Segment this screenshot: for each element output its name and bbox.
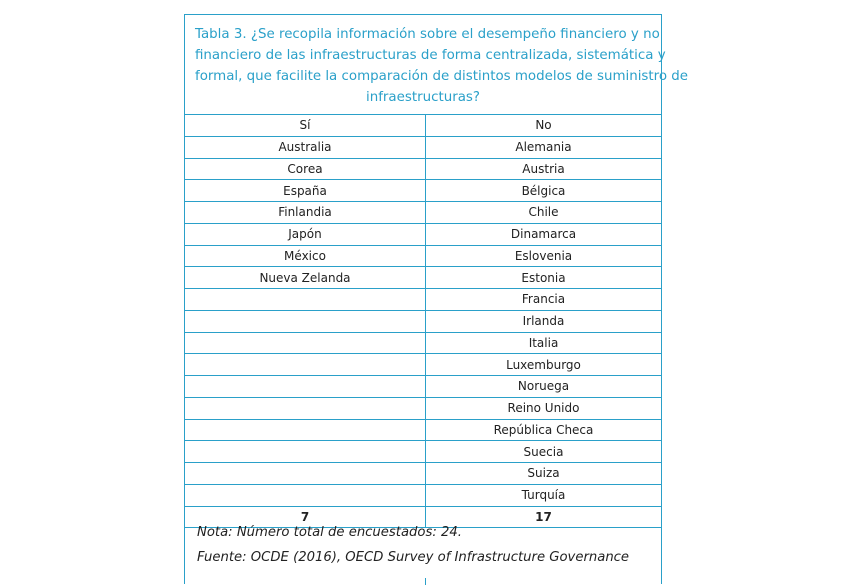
cell-no: Francia [426,289,662,311]
caption-line-3: formal, que facilite la comparación de distintos modelos de suministro de [195,69,689,84]
cell-si: Corea [185,158,426,180]
table-row [185,180,661,202]
table-frame [184,14,689,584]
table-row [185,289,661,311]
cell-si [185,354,426,376]
table-row [185,463,661,485]
total-no: 17 [426,506,662,528]
cell-no: República Checa [426,419,662,441]
cell-si [185,463,426,485]
cell-no: Chile [426,202,662,224]
cell-si [185,419,426,441]
cell-si [185,376,426,398]
caption-line-2: financiero de las infraestructuras de forma centralizada, sistemática y [195,48,666,63]
cell-no: Reino Unido [426,397,662,419]
cell-si: Australia [185,136,426,158]
cell-no: Estonia [426,267,662,289]
cell-no: Austria [426,158,662,180]
table-row [185,245,661,267]
cell-no: Noruega [426,376,662,398]
cell-si [185,332,426,354]
caption-line-4: infraestructuras? [366,90,480,105]
table-row [185,441,661,463]
cell-no: Italia [426,332,662,354]
cell-no: Alemania [426,136,662,158]
table-row [185,397,661,419]
caption-line-1: Tabla 3. ¿Se recopila información sobre el desempeño financiero y no [195,27,660,42]
table-notes [197,520,629,570]
table-row [185,223,661,245]
cell-si [185,397,426,419]
note-text: Nota: Número total de encuestados: 24. [197,525,462,540]
cell-si: Finlandia [185,202,426,224]
cell-no: Irlanda [426,310,662,332]
header-si: Sí [185,115,426,137]
cell-no: Suecia [426,441,662,463]
cell-no: Suiza [426,463,662,485]
results-table [185,114,661,528]
source-text: Fuente: OCDE (2016), OECD Survey of Infrastructure Governance [197,550,630,565]
cell-si: Nueva Zelanda [185,267,426,289]
table-row [185,332,661,354]
cell-no: Bélgica [426,180,662,202]
cell-si: México [185,245,426,267]
table-row [185,354,661,376]
table-caption [185,15,689,115]
table-row [185,136,661,158]
cell-no: Luxemburgo [426,354,662,376]
cell-no: Turquía [426,484,662,506]
cell-no: Eslovenia [426,245,662,267]
cell-no: Dinamarca [426,223,662,245]
total-si: 7 [185,506,426,528]
table-header-row [185,115,661,137]
cell-si [185,310,426,332]
table-row [185,310,661,332]
table-row [185,202,661,224]
table-body [185,136,661,528]
table-row [185,419,661,441]
table-row [185,376,661,398]
table-row [185,267,661,289]
cell-si [185,289,426,311]
cell-si: España [185,180,426,202]
table-row [185,484,661,506]
cell-si [185,441,426,463]
cell-si: Japón [185,223,426,245]
cell-si [185,484,426,506]
table-row [185,158,661,180]
header-no: No [426,115,662,137]
